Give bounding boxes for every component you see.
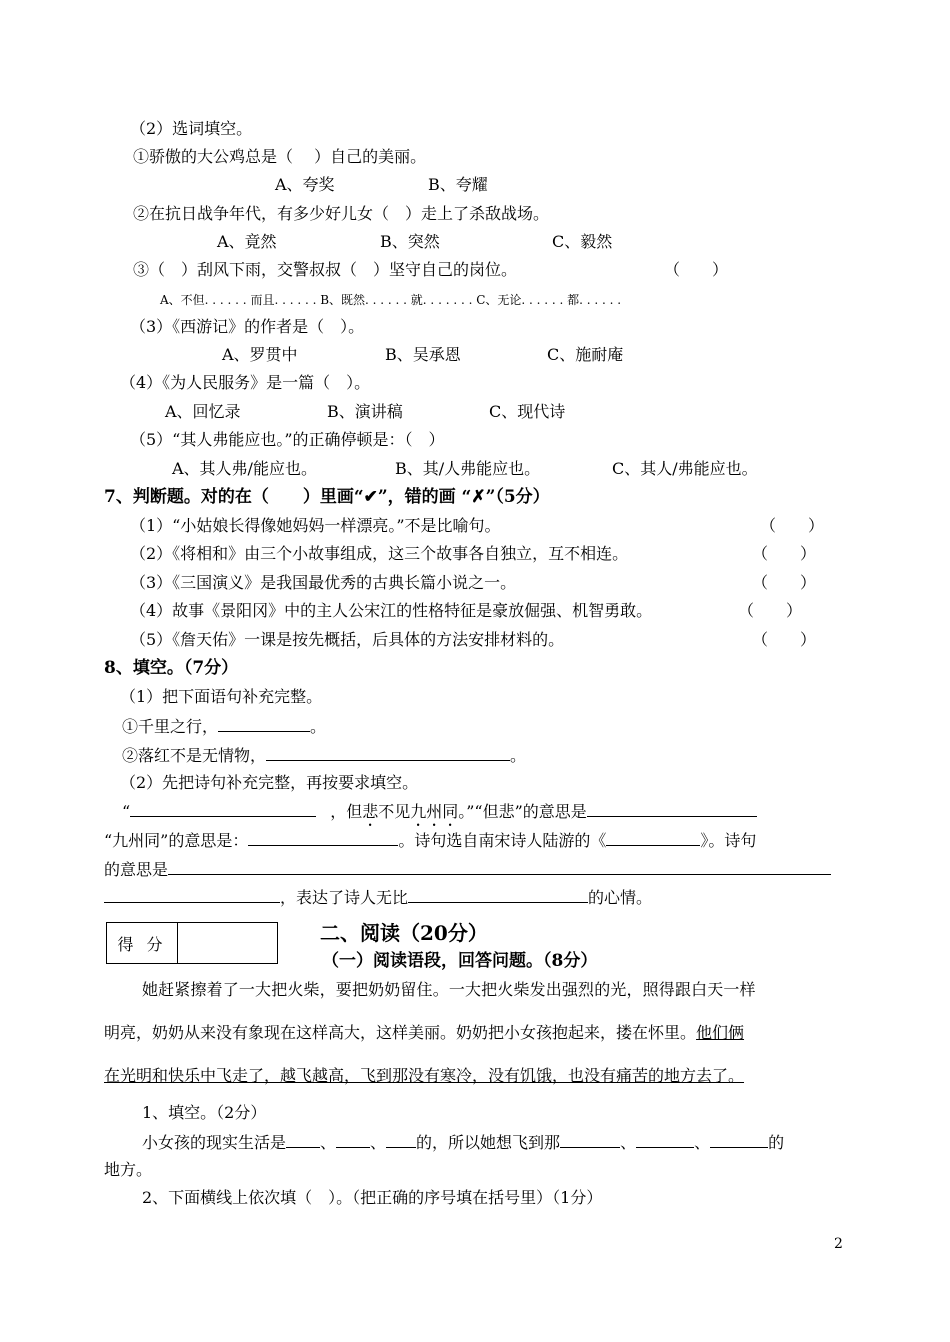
q1-sep: 、 (620, 1133, 637, 1152)
q7-item-5-paren: （ ） (752, 630, 817, 649)
answer-blank[interactable] (104, 886, 280, 903)
q6-p5-option-a: A、其人弗/能应也。 (172, 459, 317, 478)
q6-p5-option-b: B、其/人弗能应也。 (395, 459, 541, 478)
answer-blank[interactable] (168, 858, 831, 875)
section2-subtitle: （一）阅读语段，回答问题。（8分） (322, 951, 598, 971)
reading-q1: 1、填空。（2分） (142, 1103, 267, 1122)
q7-item-4: （4）故事《景阳冈》中的主人公宋江的性格特征是豪放倔强、机智勇敢。 (130, 601, 653, 620)
q7-item-3-paren: （ ） (752, 573, 817, 592)
passage-line3-underlined: 在光明和快乐中飞走了，越飞越高，飞到那没有寒冷，没有饥饿，也没有痛苦的地方去了。 (104, 1066, 745, 1085)
page-number: 2 (834, 1236, 843, 1252)
q7-title: 7、判断题。对的在（ ）里画“✔”，错的画 “✗”（5分） (104, 487, 550, 507)
q8-p1-item1 (122, 715, 326, 738)
q6-p2-item1-option-a: A、夸奖 (275, 175, 335, 194)
q1-text-b: 的，所以她想飞到那 (416, 1133, 561, 1152)
q1-sep: 、 (320, 1133, 337, 1152)
answer-blank[interactable] (130, 800, 316, 817)
q6-p2-item2-option-a: A、竟然 (217, 232, 277, 251)
answer-blank[interactable] (710, 1131, 768, 1148)
reading-q1-line2: 地方。 (104, 1160, 153, 1179)
q6-p2-item1: ①骄傲的大公鸡总是（ ）自己的美丽。 (133, 147, 427, 166)
answer-blank[interactable] (560, 1131, 620, 1148)
score-box (106, 922, 278, 964)
answer-blank[interactable] (336, 1131, 370, 1148)
line3-text: 的意思是 (104, 860, 169, 879)
answer-blank[interactable] (248, 829, 398, 846)
answer-blank[interactable] (636, 1131, 694, 1148)
answer-blank[interactable] (218, 715, 310, 732)
q6-p2-title: （2）选词填空。 (130, 119, 253, 138)
q1-text-a: 小女孩的现实生活是 (142, 1133, 287, 1152)
answer-blank[interactable] (606, 829, 700, 846)
passage-line2 (104, 1022, 744, 1044)
q8-p2: （2）先把诗句补充完整，再按要求填空。 (120, 773, 419, 792)
q1-sep: 、 (694, 1133, 711, 1152)
q8-p1-item2-text: ②落红不是无情物， (122, 746, 267, 765)
q8-poem-line2 (104, 829, 756, 852)
q8-p1-item2 (122, 744, 526, 767)
q8-poem-line1 (122, 800, 757, 830)
line2-text-c: 》。诗句 (700, 831, 757, 850)
q6-p3-option-c: C、施耐庵 (547, 345, 624, 364)
q6-p5-option-c: C、其人/弗能应也。 (612, 459, 758, 478)
q6-p3: （3）《西游记》的作者是（ ）。 (130, 317, 365, 336)
q6-p2-item2-option-b: B、突然 (380, 232, 440, 251)
poem-text-a: ，但 (330, 802, 363, 821)
score-label: 得 分 (107, 923, 178, 963)
answer-blank[interactable] (408, 886, 588, 903)
q6-p2-item3-options: A、不但. . . . . . 而且. . . . . . B、既然. . . . . . 就. . . . . . . C、无论. . . . . . 都. . . . . . (160, 293, 622, 307)
q6-p2-item2-option-c: C、毅然 (552, 232, 613, 251)
line2-text-a: “九州同”的意思是： (104, 831, 249, 850)
poem-text-c: 。”“但悲”的意思是 (458, 802, 587, 821)
q6-p4-option-a: A、回忆录 (165, 402, 241, 421)
reading-q2: 2、下面横线上依次填（ ）。（把正确的序号填在括号里）（1分） (142, 1188, 603, 1207)
q6-p2-item2: ②在抗日战争年代，有多少好儿女（ ）走上了杀敌战场。 (133, 204, 550, 223)
passage-line2-text: 明亮，奶奶从来没有象现在这样高大，这样美丽。奶奶把小女孩抱起来，搂在怀里。 (104, 1023, 697, 1042)
line4-text-a: ，表达了诗人无比 (280, 888, 409, 907)
poem-text-b: 不见 (378, 802, 411, 821)
q7-item-3: （3）《三国演义》是我国最优秀的古典长篇小说之一。 (130, 573, 517, 592)
q6-p3-option-b: B、吴承恩 (385, 345, 461, 364)
q7-item-1-paren: （ ） (760, 516, 825, 535)
answer-blank[interactable] (266, 744, 510, 761)
q8-poem-line4 (104, 886, 652, 909)
section2-title: 二、阅读（20分） (320, 921, 488, 945)
q7-item-5: （5）《詹天佑》一课是按先概括，后具体的方法安排材料的。 (130, 630, 565, 649)
q6-p4: （4）《为人民服务》是一篇（ ）。 (120, 373, 371, 392)
q8-p1-item1-text: ①千里之行， (122, 717, 219, 736)
line2-text-b: 。诗句选自南宋诗人陆游的《 (398, 831, 607, 850)
q6-p4-option-c: C、现代诗 (489, 402, 566, 421)
q6-p3-option-a: A、罗贯中 (222, 345, 298, 364)
q7-item-2: （2）《将相和》由三个小故事组成，这三个故事各自独立，互不相连。 (130, 544, 629, 563)
reading-q1-blanks (142, 1131, 784, 1154)
q6-p2-item3: ③（ ）刮风下雨，交警叔叔（ ）坚守自己的岗位。 (133, 260, 518, 279)
q1-text-c: 的 (768, 1133, 785, 1152)
q8-poem-line3 (104, 858, 831, 881)
q7-item-1: （1）“小姑娘长得像她妈妈一样漂亮。”不是比喻句。 (130, 516, 501, 535)
score-field[interactable] (178, 923, 277, 963)
poem-dotted-words: 九州同 (410, 802, 459, 821)
answer-blank[interactable] (386, 1131, 416, 1148)
poem-dotted-char: 悲 (362, 802, 379, 821)
open-quote: “ (122, 802, 131, 821)
q8-p1: （1）把下面语句补充完整。 (120, 687, 323, 706)
q1-sep: 、 (370, 1133, 387, 1152)
q6-p4-option-b: B、演讲稿 (327, 402, 403, 421)
q6-p5: （5）“其人弗能应也。”的正确停顿是：（ ） (130, 430, 445, 449)
answer-blank[interactable] (286, 1131, 320, 1148)
q8-p1-item1-end: 。 (310, 717, 327, 736)
q8-p1-item2-end: 。 (510, 746, 527, 765)
q6-p2-item3-answer-paren: （ ） (664, 260, 729, 279)
q8-title: 8、填空。（7分） (104, 658, 239, 678)
passage-line1: 她赶紧擦着了一大把火柴，要把奶奶留住。一大把火柴发出强烈的光，照得跟白天一样 (142, 980, 756, 999)
answer-blank[interactable] (587, 800, 757, 817)
line4-text-b: 的心情。 (588, 888, 653, 907)
passage-underlined-start: 他们俩 (696, 1023, 745, 1042)
q7-item-4-paren: （ ） (738, 601, 803, 620)
q7-item-2-paren: （ ） (752, 544, 817, 563)
q6-p2-item1-option-b: B、夸耀 (428, 175, 488, 194)
